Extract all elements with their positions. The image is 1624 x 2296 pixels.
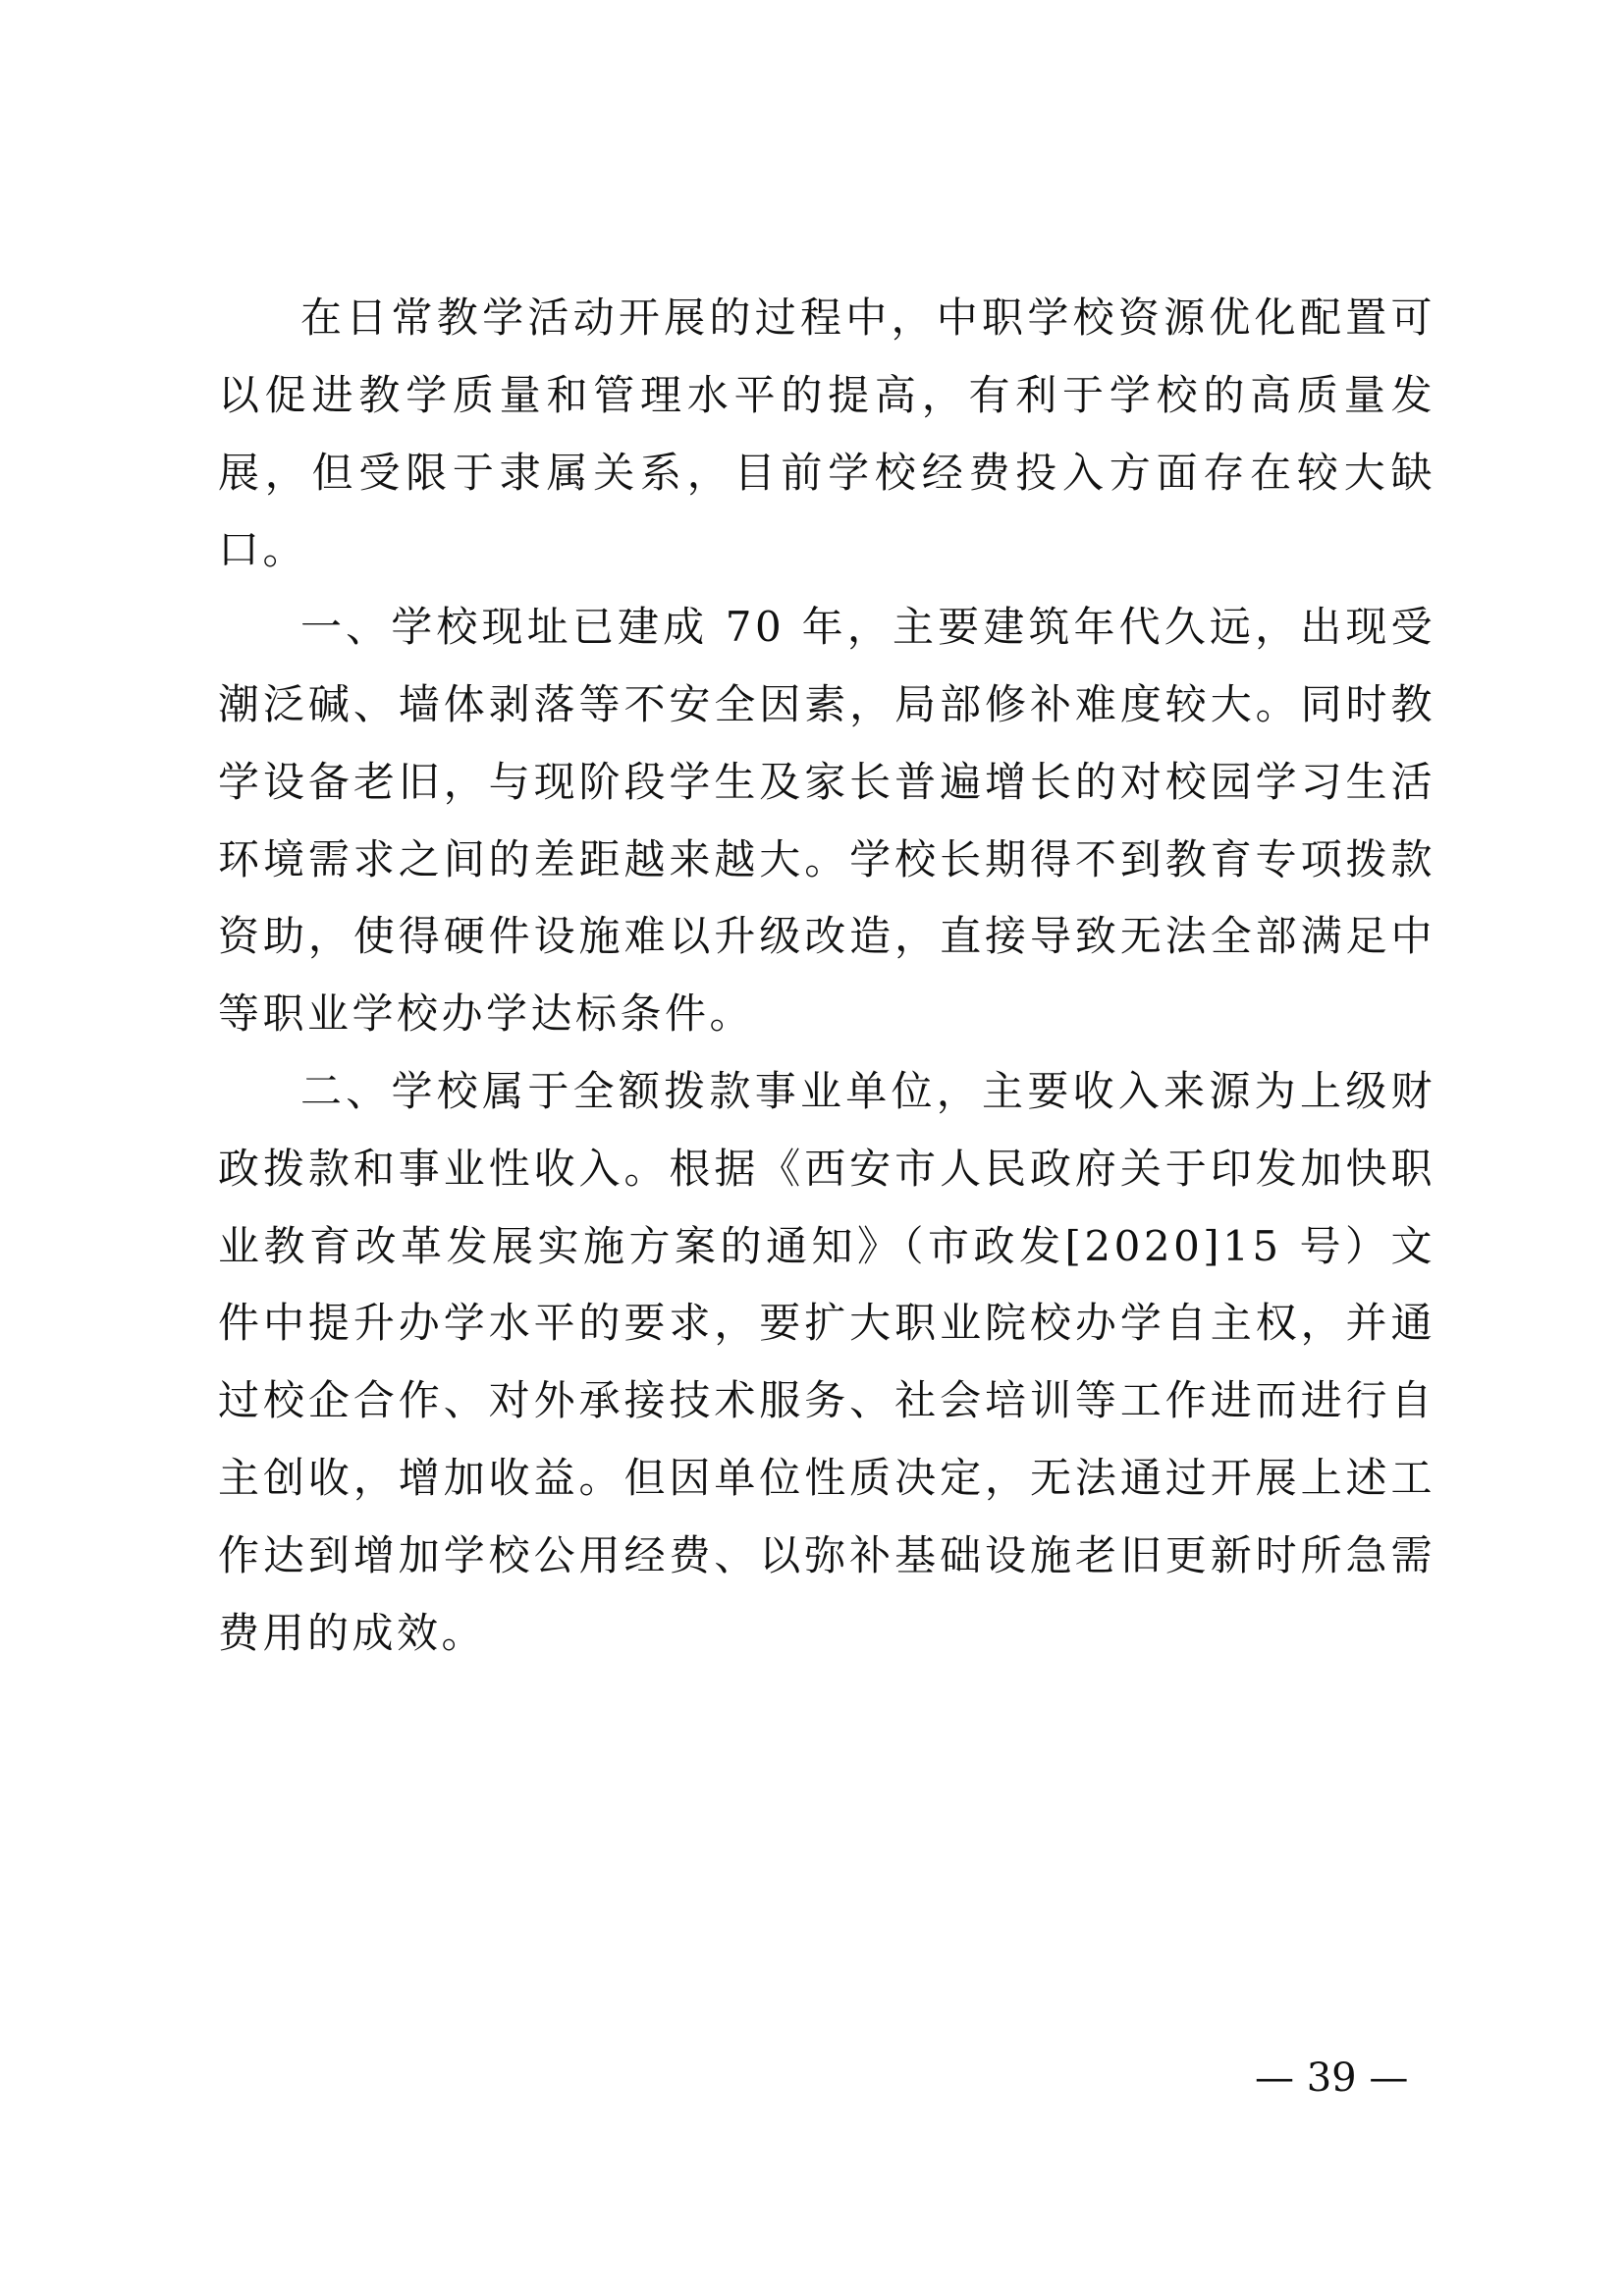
paragraph-point-two: 二、学校属于全额拨款事业单位，主要收入来源为上级财政拨款和事业性收入。根据《西安市人民政府关于印发加快职业教育改革发展实施方案的通知》（市政发[2020]15 号）文件中提升办学水平的要求，要扩大职业院校办学自主权，并通过校企合作、对外承接技术服务、社会培训等工作进而进行自主创收，增加收益。但因单位性质决定，无法通过开展上述工作达到增加学校公用经费、以弥补基础设施老旧更新时所急需费用的成效。	[218, 1066, 1435, 1657]
page-number: — 39 —	[1255, 2056, 1409, 2101]
paragraph-intro: 在日常教学活动开展的过程中，中职学校资源优化配置可以促进教学质量和管理水平的提高，有利于学校的高质量发展，但受限于隶属关系，目前学校经费投入方面存在较大缺口。	[218, 294, 1435, 574]
document-body	[218, 280, 1435, 1672]
paragraph-point-one: 一、学校现址已建成 70 年，主要建筑年代久远，出现受潮泛碱、墙体剥落等不安全因素，局部修补难度较大。同时教学设备老旧，与现阶段学生及家长普遍增长的对校园学习生活环境需求之间的差距越来越大。学校长期得不到教育专项拨款资助，使得硬件设施难以升级改造，直接导致无法全部满足中等职业学校办学达标条件。	[218, 603, 1435, 1039]
